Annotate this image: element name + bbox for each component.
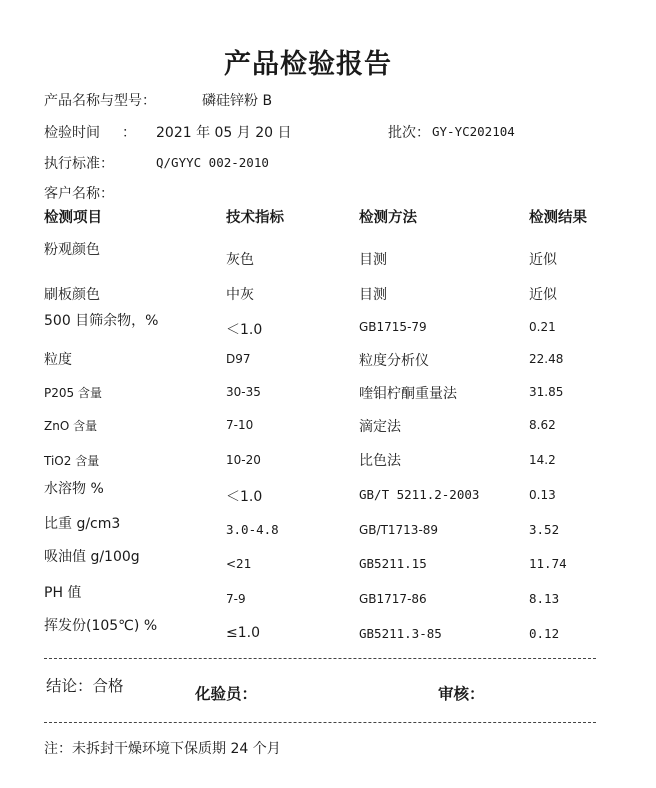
row-method: GB1717-86 — [359, 592, 427, 606]
top-divider — [44, 658, 596, 659]
row-item: TiO2 含量 — [44, 454, 100, 468]
row-method: 比色法 — [359, 453, 401, 469]
row-spec: 中灰 — [226, 287, 254, 303]
row-spec: 30-35 — [226, 385, 261, 399]
row-item: 比重 g/cm3 — [44, 516, 121, 532]
row-item: PH 值 — [44, 585, 82, 601]
row-item: 水溶物 % — [44, 481, 104, 497]
row-method: GB5211.3-85 — [359, 626, 442, 641]
row-spec: ≤1.0 — [226, 625, 260, 641]
storage-note: 注：未拆封干燥环境下保质期 24 个月 — [44, 741, 281, 757]
standard-value: Q/GYYC 002-2010 — [156, 155, 269, 170]
product-name-value: 磷硅锌粉 B — [202, 93, 273, 109]
batch-label: 批次： — [388, 125, 430, 141]
row-result: 近似 — [529, 252, 557, 268]
inspector-label: 化验员： — [195, 685, 258, 703]
row-result: 14.2 — [529, 453, 556, 467]
row-item: 粒度 — [44, 352, 72, 368]
row-spec: D97 — [226, 352, 251, 366]
row-item: 吸油值 g/100g — [44, 549, 140, 565]
row-result: 22.48 — [529, 352, 564, 366]
report-title: 产品检验报告 — [224, 49, 392, 80]
row-method: 滴定法 — [359, 419, 401, 435]
row-spec: 7-10 — [226, 418, 254, 432]
customer-label: 客户名称： — [44, 186, 114, 202]
row-result: 8.62 — [529, 418, 556, 432]
row-spec: 3.0-4.8 — [226, 522, 279, 537]
row-result: 0.13 — [529, 488, 556, 502]
conclusion: 结论：合格 — [46, 677, 124, 695]
row-spec: 10-20 — [226, 453, 261, 467]
reviewer-label: 审核： — [438, 685, 485, 703]
row-item: 刷板颜色 — [44, 287, 100, 303]
inspection-date-value: 2021 年 05 月 20 日 — [156, 125, 292, 141]
header-test-item: 检测项目 — [44, 210, 102, 226]
product-name-label: 产品名称与型号： — [44, 93, 156, 109]
row-result: 0.21 — [529, 320, 556, 334]
row-method: GB5211.15 — [359, 556, 427, 571]
row-result: 0.12 — [529, 626, 560, 641]
row-spec: 灰色 — [226, 252, 254, 268]
row-item: 500 目筛余物，% — [44, 313, 159, 329]
row-result: 8.13 — [529, 591, 560, 606]
row-item: P205 含量 — [44, 386, 102, 400]
batch-value: GY-YC202104 — [432, 124, 515, 139]
row-spec: ＜1.0 — [226, 489, 263, 505]
header-spec: 技术指标 — [226, 210, 284, 226]
standard-label: 执行标准： — [44, 156, 114, 172]
row-spec: ＜1.0 — [226, 322, 263, 338]
row-method: 粒度分析仪 — [359, 353, 429, 369]
row-item: 粉观颜色 — [44, 242, 100, 258]
row-method: GB1715-79 — [359, 320, 427, 334]
row-spec: <21 — [226, 557, 252, 571]
row-method: 喹钼柠酮重量法 — [359, 386, 457, 402]
row-method: 目测 — [359, 287, 387, 303]
inspection-date-label: 检验时间 — [44, 125, 100, 141]
bottom-divider — [44, 722, 596, 723]
row-spec: 7-9 — [226, 592, 246, 606]
row-method: 目测 — [359, 252, 387, 268]
header-result: 检测结果 — [529, 210, 587, 226]
row-method: GB/T1713-89 — [359, 523, 439, 537]
row-item: ZnO 含量 — [44, 419, 98, 433]
inspection-date-colon: ： — [122, 125, 136, 141]
row-result: 31.85 — [529, 385, 564, 399]
row-item: 挥发份(105℃) % — [44, 618, 158, 634]
row-result: 11.74 — [529, 556, 567, 571]
row-result: 3.52 — [529, 522, 560, 537]
row-result: 近似 — [529, 287, 557, 303]
row-method: GB/T 5211.2-2003 — [359, 487, 480, 502]
header-method: 检测方法 — [359, 210, 417, 226]
